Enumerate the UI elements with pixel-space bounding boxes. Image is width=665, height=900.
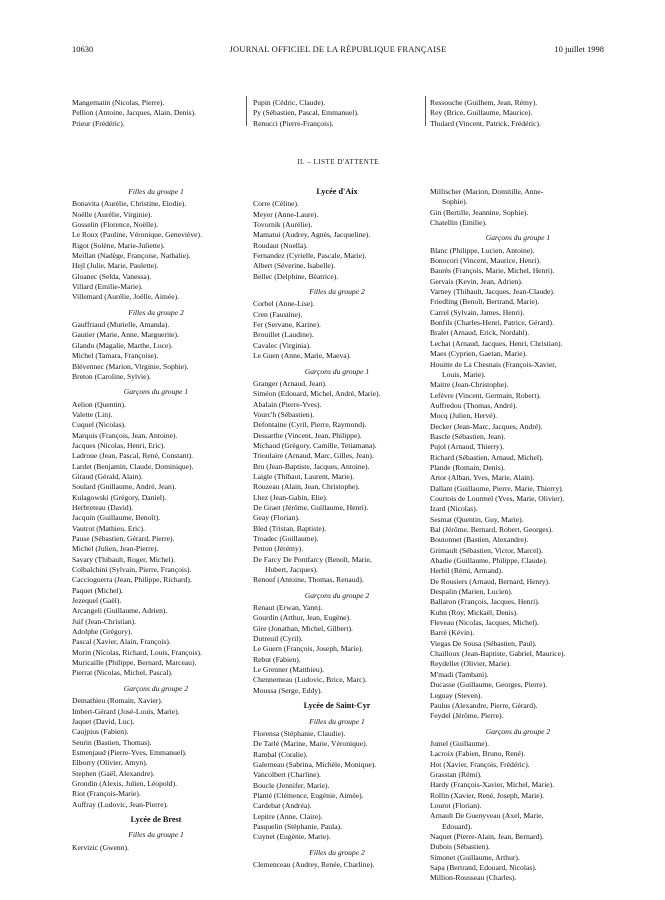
name-entry: De Graet (Jérôme, Guillaume, Henri). bbox=[253, 502, 369, 512]
name-entry: Savary (Thibault, Roger, Michel). bbox=[72, 554, 176, 564]
issue-date: 10 juillet 1998 bbox=[554, 44, 604, 54]
name-entry: Pascal (Xavier, Alain, François). bbox=[72, 637, 171, 647]
name-entry: Rollin (Xavier, René, Joseph, Marie). bbox=[430, 790, 544, 800]
name-entry: Breton (Caroline, Sylvie). bbox=[72, 371, 151, 381]
name-entry: Boucle (Jennifer, Marie). bbox=[253, 780, 330, 790]
name-entry: Ballaron (François, Jacques, Henri). bbox=[430, 597, 540, 607]
name-entry: Viegas De Sousa (Sébastien, Paul). bbox=[430, 638, 537, 648]
name-entry: Cuynet (Eugénie, Marie). bbox=[253, 832, 331, 842]
name-entry: Marquis (François, Jean, Antoine). bbox=[72, 430, 178, 440]
name-entry: Thulard (Vincent, Patrick, Frédéric). bbox=[430, 118, 541, 128]
name-entry: Morin (Nicolas, Richard, Louis, François). bbox=[72, 647, 202, 657]
name-entry: Gire (Jonathan, Michel, Gilbert). bbox=[253, 623, 353, 633]
name-entry: Hardy (François-Xavier, Michel, Marie). bbox=[430, 780, 555, 790]
group-heading: Filles du groupe 2 bbox=[128, 307, 184, 317]
name-entry: Auffray (Ludovic, Jean-Pierre). bbox=[72, 799, 169, 809]
name-entry: Cardebat (Andréa). bbox=[253, 801, 312, 811]
name-entry: Arcangeli (Guillaume, Adrien). bbox=[72, 606, 168, 616]
name-entry: Naquet (Pierre-Alain, Jean, Bernard). bbox=[430, 831, 544, 841]
name-entry: Vancolbert (Charline). bbox=[253, 770, 321, 780]
name-entry: Muricaille (Philippe, Bernard, Marceau). bbox=[72, 658, 197, 668]
list-column-2 bbox=[253, 187, 421, 870]
name-entry: Edouard). bbox=[442, 821, 473, 831]
name-entry: Moussa (Serge, Eddy). bbox=[253, 685, 323, 695]
name-entry: Gervais (Kevin, Jean, Adrien). bbox=[430, 276, 523, 286]
name-entry: Michel (Tamara, Françoise). bbox=[72, 351, 159, 361]
name-entry: Le Guen (Anne, Marie, Maeva). bbox=[253, 351, 352, 361]
name-entry: Jumel (Guillaume). bbox=[430, 738, 490, 748]
name-entry: Million-Rousseau (Charles). bbox=[430, 873, 517, 883]
name-entry: Cavalec (Virginia). bbox=[253, 340, 312, 350]
name-entry: Rebut (Fabien). bbox=[253, 654, 301, 664]
name-entry: Maitre (Jean-Christophe). bbox=[430, 380, 509, 390]
name-entry: Bascle (Sébastien, Jean). bbox=[430, 431, 506, 441]
name-entry: Renouf (Antoine, Thomas, Renaud). bbox=[253, 575, 364, 585]
name-entry: Grasstan (Rémi). bbox=[430, 769, 482, 779]
name-entry: Kervizic (Gwenn). bbox=[72, 842, 129, 852]
name-entry: Vourc'h (Sébastien). bbox=[253, 409, 315, 419]
name-entry: Feydel (Jérôme, Pierre). bbox=[430, 711, 504, 721]
list-column-1 bbox=[72, 187, 240, 853]
name-entry: Fer (Servane, Karine). bbox=[253, 320, 321, 330]
name-entry: Caccioguerra (Jean, Philippe, Richard). bbox=[72, 575, 192, 585]
name-entry: Blanc (Philippe, Lucien, Antoine). bbox=[430, 245, 535, 255]
name-entry: Defontaine (Cyril, Pierre, Raymond). bbox=[253, 420, 367, 430]
name-entry: M'madi (Tambani). bbox=[430, 669, 489, 679]
name-entry: Siméon (Edouard, Michel, André, Marie). bbox=[253, 389, 381, 399]
name-entry: Bonocori (Vincent, Maurice, Henri). bbox=[430, 256, 541, 266]
name-entry: Sophie). bbox=[442, 197, 468, 207]
name-entry: Petton (Jérémy). bbox=[253, 544, 304, 554]
name-entry: Roudaut (Noella). bbox=[253, 240, 308, 250]
name-entry: Py (Sébastien, Pascal, Emmanuel). bbox=[253, 108, 359, 118]
name-entry: Pierrat (Nicolas, Michel, Pascal). bbox=[72, 668, 173, 678]
group-heading: Filles du groupe 2 bbox=[309, 847, 365, 857]
name-entry: Grondin (Alexis, Julien, Léopold). bbox=[72, 778, 178, 788]
name-entry: Dutreuil (Cyril). bbox=[253, 634, 303, 644]
name-entry: Vautrot (Mathieu, Eric). bbox=[72, 523, 145, 533]
group-heading: Filles du groupe 1 bbox=[128, 830, 184, 840]
name-entry: Le Grenner (Matthieu). bbox=[253, 665, 325, 675]
name-entry: Renaut (Erwan, Yann). bbox=[253, 603, 323, 613]
group-heading: Garçons du groupe 2 bbox=[123, 683, 189, 693]
name-entry: Bonfils (Charles-Henri, Patrice, Gérard). bbox=[430, 318, 554, 328]
name-entry: Dessarthe (Vincent, Jean, Philippe). bbox=[253, 430, 362, 440]
name-entry: Leguay (Steven). bbox=[430, 690, 483, 700]
name-entry: Pupin (Cédric, Claude). bbox=[253, 98, 326, 107]
name-entry: Dallant (Guillaume, Pierre, Marie, Thierry). bbox=[430, 483, 564, 493]
school-heading: Lycée de Brest bbox=[130, 814, 182, 824]
top-column-2 bbox=[253, 98, 421, 129]
name-entry: Maes (Cyprien, Gaetan, Marie). bbox=[430, 349, 527, 359]
name-entry: Abalain (Pierre-Yves). bbox=[253, 399, 322, 409]
name-entry: Gautier (Marie, Anne, Marguerite). bbox=[72, 330, 179, 340]
name-entry: Lechat (Arnaud, Jacques, Henri, Christian). bbox=[430, 338, 563, 348]
name-entry: Varney (Thibault, Jacques, Jean-Claude). bbox=[430, 287, 555, 297]
name-entry: Troadec (Guillaume). bbox=[253, 534, 319, 543]
name-entry: Demathieu (Romain, Xavier). bbox=[72, 696, 163, 706]
name-entry: De Tarlé (Marine, Marie, Véronique). bbox=[253, 739, 368, 749]
name-entry: Hubert, Jacques). bbox=[265, 565, 318, 575]
name-entry: Louis, Marie). bbox=[442, 369, 486, 379]
name-entry: Lhez (Jean-Gabin, Elie). bbox=[253, 492, 328, 502]
name-entry: Courtois de Lourmel (Yves, Marie, Olivier). bbox=[430, 493, 565, 503]
column-rule bbox=[246, 96, 247, 126]
name-entry: Richard (Sébastien, Arnaud, Michel). bbox=[430, 452, 544, 462]
name-entry: Barré (Kévin). bbox=[430, 628, 475, 638]
name-entry: Cren (Faustine). bbox=[253, 309, 303, 319]
column-rule bbox=[425, 96, 426, 126]
name-entry: Tovornik (Aurélie). bbox=[253, 220, 313, 230]
name-entry: Pellion (Antoine, Jacques, Alain, Denis). bbox=[72, 108, 197, 118]
name-entry: Abadie (Guillaume, Philippe, Claude). bbox=[430, 556, 548, 566]
name-entry: Despalin (Marien, Lucien). bbox=[430, 587, 513, 597]
name-entry: Bal (Jérôme, Bernard, Robert, Georges). bbox=[430, 525, 554, 534]
name-entry: Jacquin (Guillaume, Benoît). bbox=[72, 513, 161, 523]
name-entry: Jezequel (Gaël). bbox=[72, 596, 122, 606]
name-entry: Glandu (Magalie, Marthe, Luce). bbox=[72, 340, 173, 350]
name-entry: Renucci (Pierre-François). bbox=[253, 118, 334, 128]
name-entry: Izard (Nicolas). bbox=[430, 504, 478, 514]
name-entry: Rambal (Coralie). bbox=[253, 749, 308, 759]
name-entry: Simonet (Guillaume, Arthur). bbox=[430, 852, 520, 862]
name-entry: Gauffriaud (Murielle, Amanda). bbox=[72, 320, 170, 330]
name-entry: Corbel (Anne-Lise). bbox=[253, 299, 315, 309]
name-entry: Baurès (François, Marie, Michel, Henri). bbox=[430, 266, 555, 276]
name-entry: Colbalchini (Sylvain, Pierre, François). bbox=[72, 565, 192, 575]
name-entry: Esmenjaud (Pierre-Yves, Emmanuel). bbox=[72, 747, 187, 757]
name-entry: Herbreteau (David). bbox=[72, 502, 134, 512]
name-entry: Bonavita (Aurélie, Christine, Elodie). bbox=[72, 199, 187, 209]
name-entry: Riot (François-Marie). bbox=[72, 789, 141, 799]
name-entry: Clemenceau (Audrey, Renée, Charline). bbox=[253, 859, 375, 869]
group-heading: Garçons du groupe 2 bbox=[485, 726, 551, 736]
name-entry: Gin (Bertille, Jeannine, Sophie). bbox=[430, 207, 529, 217]
name-entry: Galerneau (Sabrina, Michèle, Monique). bbox=[253, 759, 377, 769]
name-entry: Kulagowski (Grégory, Daniel). bbox=[72, 492, 167, 502]
name-entry: Ressouche (Guilhem, Jean, Rémy). bbox=[430, 98, 538, 107]
name-entry: Jaquet (David, Luc). bbox=[72, 716, 135, 726]
name-entry: Arnault De Guenyveau (Axel, Marie, bbox=[430, 811, 544, 821]
name-entry: Hejl (Julie, Marie, Paulette). bbox=[72, 261, 159, 271]
name-entry: Mangematin (Nicolas, Pierre). bbox=[72, 98, 165, 107]
name-entry: Rey (Brice, Guillaume, Maurice). bbox=[430, 108, 533, 118]
name-entry: Corre (Céline). bbox=[253, 199, 299, 209]
name-entry: Houitte de La Chesnais (François-Xavier, bbox=[430, 359, 557, 369]
name-entry: Sapa (Bertrand, Edouard, Nicolas). bbox=[430, 863, 537, 872]
name-entry: Stephen (Gaël, Alexandre). bbox=[72, 768, 155, 778]
list-column-3 bbox=[430, 187, 606, 884]
name-entry: Fernandez (Cyrielle, Pascale, Marie). bbox=[253, 251, 367, 261]
name-entry: Valette (Lin). bbox=[72, 409, 113, 419]
school-heading: Lycée de Saint-Cyr bbox=[303, 701, 371, 711]
journal-title: JOURNAL OFFICIEL DE LA RÉPUBLIQUE FRANÇAISE bbox=[229, 44, 447, 54]
name-entry: Herbil (Rémi, Armand). bbox=[430, 566, 503, 576]
name-entry: De Rousiers (Arnaud, Bernard, Henry). bbox=[430, 576, 550, 586]
name-entry: Trioulaire (Arnaud, Marc, Gilles, Jean). bbox=[253, 451, 374, 461]
name-entry: Villard (Emilie-Marie). bbox=[72, 282, 143, 292]
name-entry: Gloanec (Selda, Vanessa). bbox=[72, 271, 152, 281]
name-entry: Bellec (Delphine, Béatrice). bbox=[253, 271, 339, 281]
name-entry: Kuhn (Roy, Mickaël, Denis). bbox=[430, 607, 519, 617]
name-entry: Brouillet (Laudine). bbox=[253, 330, 314, 340]
name-entry: Chailloux (Jean-Baptiste, Gabriel, Maurice). bbox=[430, 649, 566, 659]
name-entry: De Farcy De Pontfarcy (Benoît, Marie, bbox=[253, 554, 372, 564]
name-entry: Decker (Jean-Marc, Jacques, André). bbox=[430, 421, 543, 431]
name-entry: Lacroix (Fabien, Bruno, René). bbox=[430, 749, 526, 759]
name-entry: Lefèvre (Vincent, Germain, Robert). bbox=[430, 390, 541, 400]
name-entry: Ducasse (Guillaume, Georges, Pierre). bbox=[430, 680, 548, 690]
name-entry: Meillan (Nadège, Françoise, Nathalie). bbox=[72, 251, 191, 261]
name-entry: Millischer (Marion, Domitille, Anne- bbox=[430, 187, 544, 196]
name-entry: Bralet (Arnaud, Erick, Nordahl). bbox=[430, 328, 530, 338]
name-entry: Seurin (Bastien, Thomas). bbox=[72, 737, 152, 747]
name-entry: Michel (Julien, Jean-Pierre). bbox=[72, 544, 159, 554]
name-entry: Fleveau (Nicolas, Jacques, Michel). bbox=[430, 618, 539, 628]
name-entry: Prieur (Frédéric). bbox=[72, 118, 125, 128]
group-heading: Garçons du groupe 1 bbox=[485, 233, 551, 243]
name-entry: Plande (Romain, Denis). bbox=[430, 462, 506, 472]
name-entry: Planté (Clémence, Eugénie, Aimée). bbox=[253, 790, 364, 800]
name-entry: Caujpius (Fabien). bbox=[72, 727, 129, 737]
group-heading: Garçons du groupe 1 bbox=[123, 387, 189, 397]
name-entry: Gosselin (Florence, Noëlle). bbox=[72, 220, 159, 230]
name-entry: Chatellin (Emilie). bbox=[430, 218, 487, 228]
name-entry: Villemard (Aurélie, Joëlle, Aimée). bbox=[72, 292, 180, 302]
name-entry: Aelion (Quentin). bbox=[72, 399, 126, 409]
name-entry: Pujol (Arnaud, Thierry). bbox=[430, 442, 505, 452]
name-entry: Grimault (Sébastien, Victor, Marcel). bbox=[430, 545, 543, 555]
name-entry: Reydellet (Olivier, Marie). bbox=[430, 659, 512, 669]
name-entry: Soulard (Guillaume, André, Jean). bbox=[72, 482, 177, 492]
name-entry: Le Guern (François, Joseph, Marie). bbox=[253, 644, 364, 654]
group-heading: Filles du groupe 2 bbox=[309, 287, 365, 297]
top-column-3 bbox=[430, 98, 606, 129]
group-heading: Filles du groupe 1 bbox=[309, 716, 365, 726]
name-entry: Juif (Jean-Christian). bbox=[72, 616, 137, 626]
top-column-1 bbox=[72, 98, 240, 129]
name-entry: Bled (Tristan, Baptiste). bbox=[253, 523, 327, 533]
name-entry: Jacques (Nicolas, Henri, Eric). bbox=[72, 440, 166, 450]
name-entry: Lepitre (Anne, Claire). bbox=[253, 811, 323, 821]
name-entry: Elborry (Olivier, Amyn). bbox=[72, 758, 148, 768]
name-entry: Le Roux (Pauline, Véronique, Geneviève). bbox=[72, 230, 202, 240]
name-entry: Sesmat (Quentin, Guy, Marie). bbox=[430, 514, 524, 524]
name-entry: Noëlle (Aurélie, Virginie). bbox=[72, 209, 153, 219]
name-entry: Meyer (Anne-Laure). bbox=[253, 209, 319, 219]
name-entry: Adolphe (Grégory). bbox=[72, 627, 133, 637]
name-entry: Lardet (Benjamin, Claude, Dominique). bbox=[72, 461, 194, 471]
name-entry: Lourot (Florian). bbox=[430, 800, 482, 810]
name-entry: Rigot (Solène, Marie-Juliette). bbox=[72, 240, 165, 250]
group-heading: Garçons du groupe 1 bbox=[304, 366, 370, 376]
name-entry: Bru (Jean-Baptiste, Jacques, Antoine). bbox=[253, 461, 370, 471]
school-heading: Lycée d'Aix bbox=[316, 187, 358, 196]
name-entry: Imbert-Gérard (José-Louis, Marie). bbox=[72, 706, 180, 716]
name-entry: Hot (Xavier, François, Frédéric). bbox=[430, 759, 530, 769]
name-entry: Ladroue (Jean, Pascal, René, Constant). bbox=[72, 451, 194, 461]
name-entry: Boutonnet (Bastien, Alexandre). bbox=[430, 535, 529, 545]
group-heading: Garçons du groupe 2 bbox=[304, 590, 370, 600]
page-number: 10630 bbox=[72, 44, 94, 54]
name-entry: Cuquel (Nicolas). bbox=[72, 420, 126, 430]
group-heading: Filles du groupe 1 bbox=[128, 187, 184, 196]
name-entry: Granger (Arnaud, Jean). bbox=[253, 378, 327, 388]
name-entry: Paulus (Alexandre, Pierre, Gérard). bbox=[430, 700, 538, 710]
section-title: II. – LISTE D'ATTENTE bbox=[297, 158, 379, 166]
name-entry: Friedling (Benoît, Bertrand, Marie). bbox=[430, 297, 540, 307]
name-entry: Blévennec (Marion, Virginie, Sophie). bbox=[72, 361, 189, 371]
name-entry: Geay (Florian). bbox=[253, 513, 300, 523]
name-entry: Carrel (Sylvain, James, Henri). bbox=[430, 307, 525, 317]
name-entry: Artor (Alban, Yves, Marie, Alain). bbox=[430, 473, 535, 483]
name-entry: Pause (Sébastien, Gérard, Pierre). bbox=[72, 534, 175, 543]
name-entry: Paquet (Michel). bbox=[72, 585, 124, 595]
name-entry: Pasquelin (Stéphanie, Paula). bbox=[253, 821, 342, 831]
name-entry: Chennemeau (Ludovic, Brice, Marc). bbox=[253, 675, 367, 685]
name-entry: Auffredou (Thomas, André). bbox=[430, 400, 518, 410]
name-entry: Florensa (Stéphanie, Claudie). bbox=[253, 728, 346, 738]
name-entry: Michaud (Grégory, Camille, Tetiamana). bbox=[253, 440, 377, 450]
name-entry: Giraud (Gérald, Alain). bbox=[72, 471, 143, 481]
name-entry: Rouzeau (Alain, Jean, Christophe). bbox=[253, 482, 360, 492]
page-header bbox=[72, 44, 604, 58]
name-entry: Mamatui (Audrey, Agnès, Jacqueline). bbox=[253, 230, 371, 240]
name-entry: Dubois (Sébastien). bbox=[430, 842, 490, 852]
name-entry: Laigle (Thibaut, Laurent, Marie). bbox=[253, 471, 355, 481]
name-entry: Gourdin (Arthur, Jean, Eugène). bbox=[253, 613, 351, 623]
name-entry: Albert (Séverine, Isabelle). bbox=[253, 261, 336, 271]
name-entry: Mocq (Julien, Hervé). bbox=[430, 411, 498, 421]
